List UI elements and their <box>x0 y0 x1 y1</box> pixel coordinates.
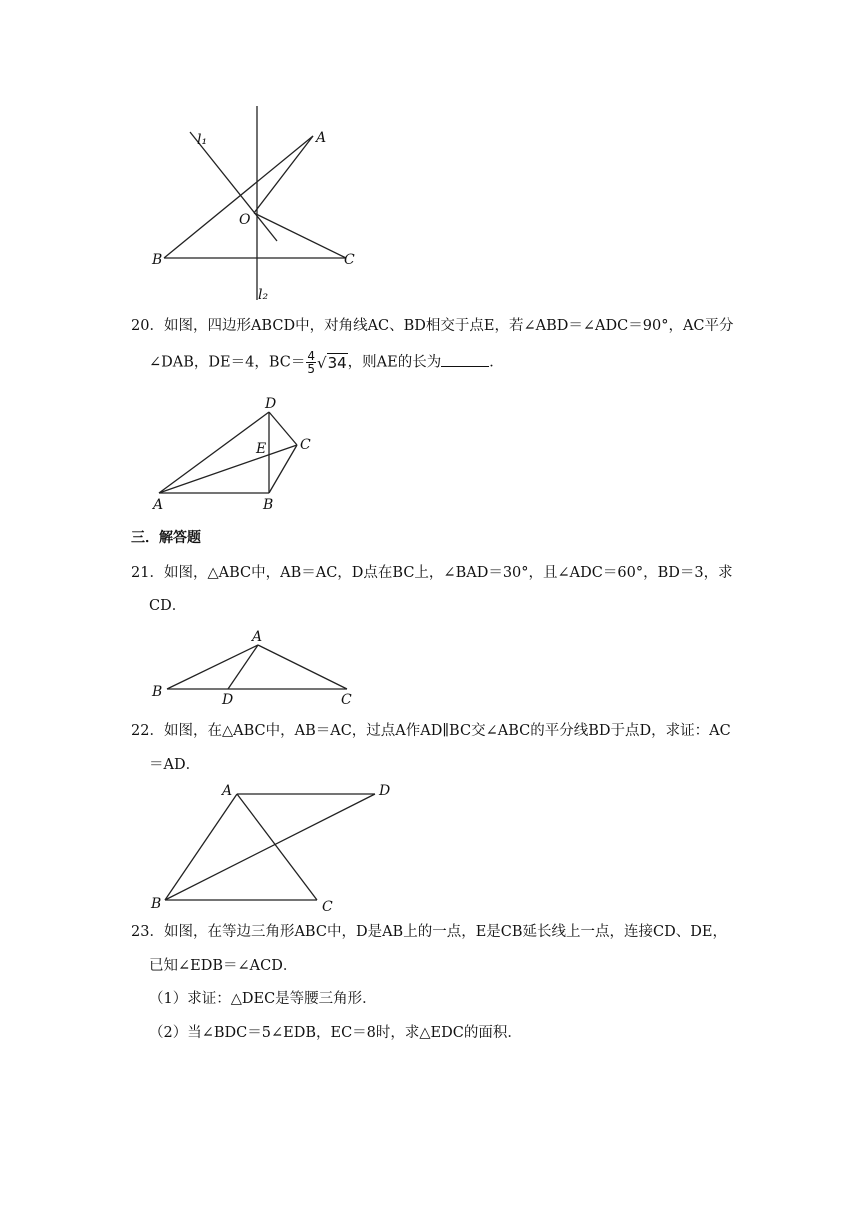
label-A: A <box>252 629 263 645</box>
label-D: D <box>379 783 391 799</box>
fraction-denominator: 5 <box>307 362 315 376</box>
q20-line2 <box>149 350 504 375</box>
label-A: A <box>153 497 164 513</box>
segment-AC <box>237 794 317 900</box>
label-O: O <box>239 212 251 228</box>
q20-line2-mid: ，则AE的长为 <box>347 354 442 371</box>
segment-BC <box>269 445 297 493</box>
label-D: D <box>222 692 234 708</box>
sqrt-radicand: 34 <box>327 353 347 372</box>
sqrt-symbol: √ <box>317 353 327 372</box>
label-B: B <box>152 252 163 268</box>
segment-AC <box>159 445 297 493</box>
q23-line2: 已知∠EDB＝∠ACD． <box>149 958 298 974</box>
label-B: B <box>263 497 274 513</box>
q20-line2-end: ． <box>489 354 504 371</box>
q23-part2: （2）当∠BDC＝5∠EDB，EC＝8时，求△EDC的面积． <box>149 1025 522 1041</box>
fraction <box>306 350 316 375</box>
segment-DC <box>269 412 297 445</box>
label-A: A <box>222 783 233 799</box>
section-heading: 三．解答题 <box>131 530 201 546</box>
q22-line1: 22．如图，在△ABC中，AB＝AC，过点A作AD∥BC交∠ABC的平分线BD于点D，求证：AC <box>131 723 731 739</box>
q22-line2: ＝AD． <box>149 757 201 773</box>
segment-OA <box>254 136 313 213</box>
line-l1 <box>190 132 277 241</box>
sqrt-expression <box>317 353 348 373</box>
figure-q21 <box>145 625 365 710</box>
label-l1: l₁ <box>197 132 208 148</box>
segment-OC <box>254 213 346 258</box>
label-B: B <box>152 684 163 700</box>
segment-BA <box>167 645 258 689</box>
segment-BA <box>164 136 313 258</box>
label-C: C <box>341 692 352 708</box>
label-B: B <box>151 896 162 912</box>
label-l2: l₂ <box>258 287 269 303</box>
segment-AD <box>159 412 269 493</box>
q20-line2-start: ∠DAB，DE＝4，BC＝ <box>149 354 306 371</box>
q23-part1: （1）求证：△DEC是等腰三角形． <box>149 991 377 1007</box>
figure-q22 <box>145 778 405 918</box>
segment-AB <box>165 794 237 900</box>
fraction-numerator: 4 <box>307 349 315 363</box>
figure-q20 <box>145 392 335 517</box>
label-C: C <box>322 899 333 915</box>
label-A: A <box>316 130 327 146</box>
label-C: C <box>344 252 355 268</box>
label-D: D <box>265 396 277 412</box>
label-C: C <box>300 437 311 453</box>
answer-blank <box>441 352 489 367</box>
q20-line1: 20．如图，四边形ABCD中，对角线AC、BD相交于点E，若∠ABD＝∠ADC＝90°，AC平分 <box>131 318 734 334</box>
q23-line1: 23．如图，在等边三角形ABC中，D是AB上的一点，E是CB延长线上一点，连接CD、DE， <box>131 924 727 940</box>
segment-BD <box>165 794 375 900</box>
label-E: E <box>256 441 267 457</box>
q21-line1: 21．如图，△ABC中，AB＝AC，D点在BC上，∠BAD＝30°，且∠ADC＝60°，BD＝3，求 <box>131 565 733 581</box>
segment-AC <box>258 645 347 689</box>
figure-q19 <box>140 100 380 310</box>
q21-line2: CD． <box>149 598 187 614</box>
